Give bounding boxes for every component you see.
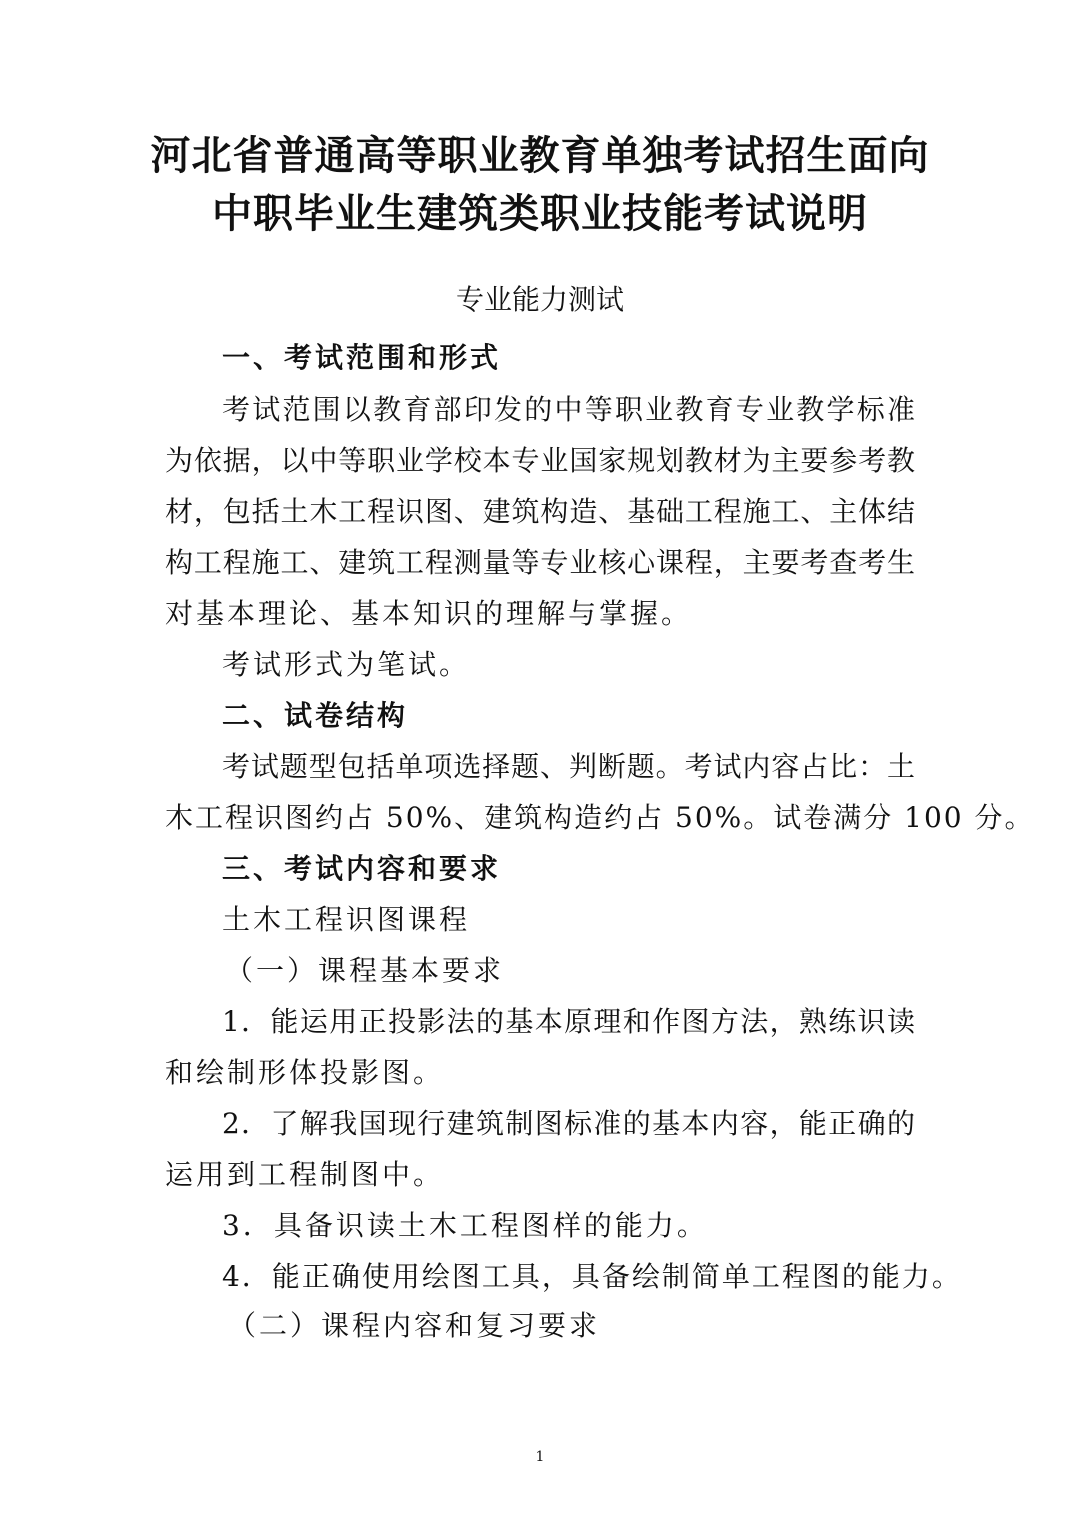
course-title: 土木工程识图课程 [222,903,471,936]
section-2-paragraph-line: 木工程识图约占 50%、建筑构造约占 50%。试卷满分 100 分。 [165,801,1035,834]
section-2-paragraph-line: 考试题型包括单项选择题、判断题。考试内容占比：土 [222,750,915,783]
requirement-item-1-line: 和绘制形体投影图。 [165,1056,445,1089]
document-title-line-1: 河北省普通高等职业教育单独考试招生面向 [150,133,930,179]
requirement-item-2-line: 2．了解我国现行建筑制图标准的基本内容，能正确的 [222,1107,915,1140]
section-1-paragraph-line: 构工程施工、建筑工程测量等专业核心课程，主要考查考生 [165,546,915,579]
section-1-paragraph-line: 考试范围以教育部印发的中等职业教育专业教学标准 [222,393,915,426]
requirement-item-4: 4．能正确使用绘图工具，具备绘制简单工程图的能力。 [222,1260,962,1293]
section-1-paragraph-line: 为依据，以中等职业学校本专业国家规划教材为主要参考教 [165,444,915,477]
section-2-heading: 二、试卷结构 [222,699,409,732]
document-title-line-2: 中职毕业生建筑类职业技能考试说明 [212,191,868,237]
subsection-1-heading: （一）课程基本要求 [225,954,505,987]
subsection-2-heading: （二）课程内容和复习要求 [228,1309,601,1342]
section-1-exam-form: 考试形式为笔试。 [222,648,471,681]
requirement-item-1-line: 1．能运用正投影法的基本原理和作图方法，熟练识读 [222,1005,915,1038]
section-1-paragraph-line: 材，包括土木工程识图、建筑构造、基础工程施工、主体结 [165,495,915,528]
section-1-paragraph-line: 对基本理论、基本知识的理解与掌握。 [165,597,693,630]
requirement-item-3: 3．具备识读土木工程图样的能力。 [222,1209,708,1242]
page-number: 1 [535,1449,545,1465]
section-3-heading: 三、考试内容和要求 [222,852,502,885]
document-subtitle: 专业能力测试 [455,283,624,316]
section-1-heading: 一、考试范围和形式 [222,341,502,374]
requirement-item-2-line: 运用到工程制图中。 [165,1158,445,1191]
